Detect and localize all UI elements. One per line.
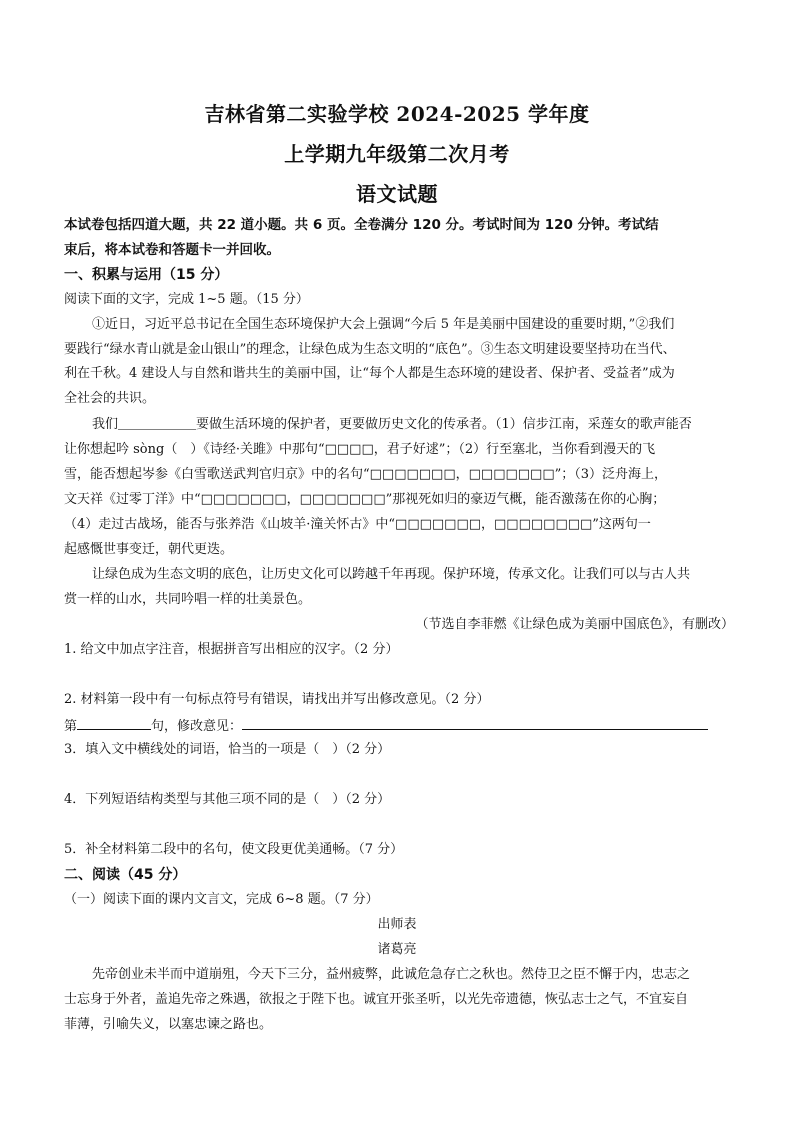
question-2: 2. 材料第一段中有一句标点符号有错误，请找出并写出修改意见。（2 分） <box>64 692 490 707</box>
para1-line: 要践行“绿水青山就是金山银山”的理念，让绿色成为生态文明的“底色”。③生态文明建设要坚持功在当代、 <box>64 342 676 357</box>
source-citation: （节选自李菲燃《让绿色成为美丽中国底色》，有删改） <box>415 617 734 632</box>
para2-line: 文天祥《过零丁洋》中“□□□□□□□，□□□□□□□”那视死如归的豪迈气概，能否激荡在你的心胸； <box>64 492 666 507</box>
para3-line: 赏一样的山水，共同吟唱一样的壮美景色。 <box>64 592 312 607</box>
para2-line: 我们＿＿＿＿＿＿要做生活环境的保护者，更要做历史文化的传承者。（1）信步江南，采莲女的歌声能否 <box>92 417 692 432</box>
classical-text-line: 菲薄，引喻失义，以塞忠谏之路也。 <box>64 1017 273 1032</box>
intro-line-1: 本试卷包括四道大题，共 22 道小题。共 6 页。全卷满分 120 分。考试时间为 120 分钟。考试结 <box>64 217 659 233</box>
para1-line: 利在千秋。4 建设人与自然和谐共生的美丽中国，让“每个人都是生态环境的建设者、保护者、受益者”成为 <box>64 366 675 381</box>
question-5: 5．补全材料第二段中的名句，使文段更优美通畅。（7 分） <box>64 842 404 857</box>
question-4: 4．下列短语结构类型与其他三项不同的是（ ）（2 分） <box>64 792 391 807</box>
classical-text-title: 出师表 <box>377 917 417 932</box>
para1-line: 全社会的共识。 <box>64 391 156 406</box>
question-3: 3．填入文中横线处的词语，恰当的一项是（ ）（2 分） <box>64 742 391 757</box>
question-2-prefix: 第 <box>64 719 78 734</box>
exam-title-term: 上学期九年级第二次月考 <box>284 142 510 166</box>
para3-line: 让绿色成为生态文明的底色，让历史文化可以跨越千年再现。保护环境，传承文化。让我们可以与古人共 <box>92 567 691 582</box>
exam-title-subject: 语文试题 <box>356 182 438 206</box>
question-1: 1. 给文中加点字注音，根据拼音写出相应的汉字。（2 分） <box>64 642 399 657</box>
exam-title-school: 吉林省第二实验学校 2024-2025 学年度 <box>204 102 590 126</box>
classical-text-line: 士忘身于外者，盖追先帝之殊遇，欲报之于陛下也。诚宜开张圣听，以光先帝遗德，恢弘志士之气，不宜妄自 <box>64 992 689 1007</box>
section2-instruction: （一）阅读下面的课内文言文，完成 6~8 题。（7 分） <box>64 892 379 907</box>
para2-line: 起感慨世事变迁，朝代更迭。 <box>64 542 234 557</box>
section1-heading: 一、积累与运用（15 分） <box>64 267 229 283</box>
classical-text-author: 诸葛亮 <box>377 942 417 957</box>
para2-line: （4）走过古战场，能否与张养浩《山坡羊·潼关怀古》中“□□□□□□□，□□□□□□□□”这两句一 <box>64 517 651 532</box>
para1-line: ①近日，习近平总书记在全国生态环境保护大会上强调“今后 5 年是美丽中国建设的重要时期，”②我们 <box>92 317 675 332</box>
classical-text-line: 先帝创业未半而中道崩殂，今天下三分，益州疲弊，此诚危急存亡之秋也。然侍卫之臣不懈于内，忠志之 <box>92 967 691 982</box>
question-2-suffix: 句，修改意见： <box>151 719 243 734</box>
section1-instruction: 阅读下面的文字，完成 1~5 题。（15 分） <box>64 292 309 307</box>
para2-line: 让你想起吟 sòng（ ）《诗经·关雎》中那句“□□□□，君子好逑”；（2）行至塞北，当你看到漫天的飞 <box>64 442 656 457</box>
intro-line-2: 束后，将本试卷和答题卡一并回收。 <box>64 242 280 258</box>
question-2-answer-line <box>64 716 734 736</box>
para2-line: 雪，能否想起岑参《白雪歌送武判官归京》中的名句“□□□□□□□，□□□□□□□”；（3）泛舟海上， <box>64 467 668 482</box>
question-2-revision-blank[interactable] <box>242 716 708 730</box>
question-2-sentence-blank[interactable] <box>77 716 151 730</box>
section2-heading: 二、阅读（45 分） <box>64 867 187 883</box>
